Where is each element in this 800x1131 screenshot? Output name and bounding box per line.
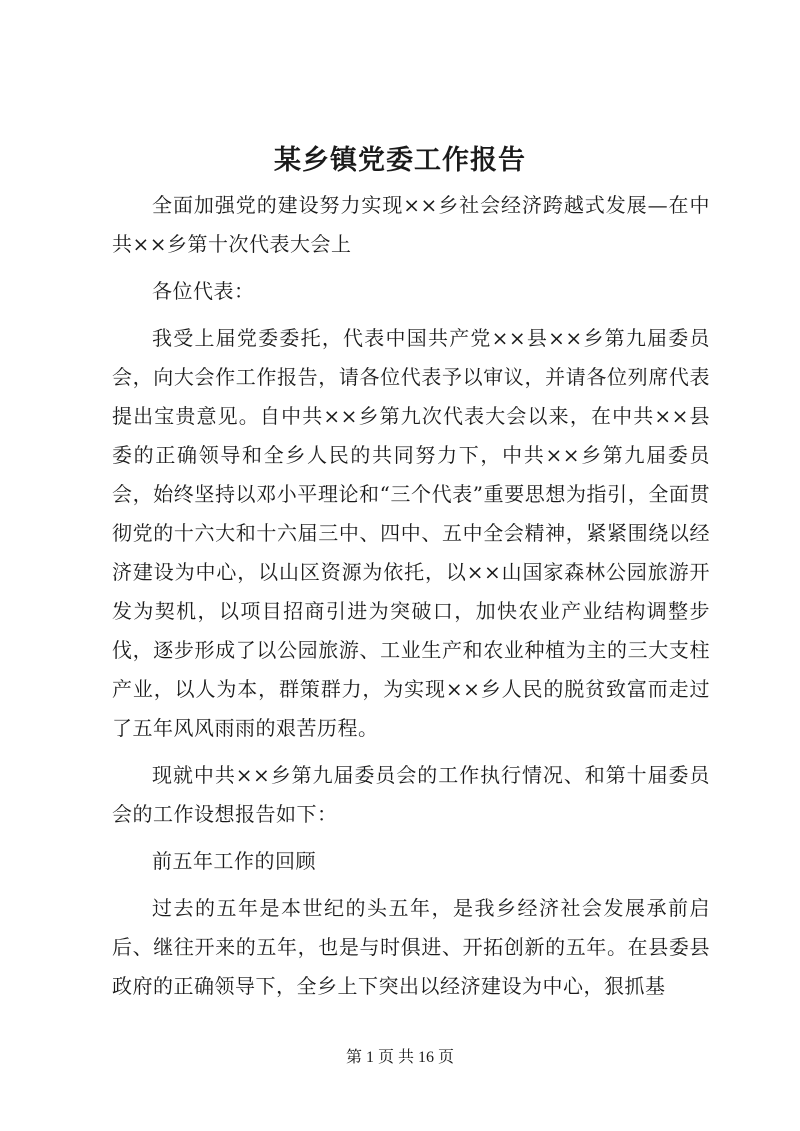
document-body — [112, 186, 710, 1006]
subtitle-paragraph: 全面加强党的建设努力实现××乡社会经济跨越式发展—在中共××乡第十次代表大会上 — [112, 193, 710, 256]
page-number-footer: 第 1 页 共 16 页 — [345, 1049, 454, 1066]
section-heading: 前五年工作的回顾 — [152, 849, 316, 873]
document-title: 某乡镇党委工作报告 — [274, 145, 526, 176]
body-paragraph: 我受上届党委委托，代表中国共产党××县××乡第九届委员会，向大会作工作报告，请各位代表予以审议，并请各位列席代表提出宝贵意见。自中共××乡第九次代表大会以来，在中共××县委的正确领导和全乡人民的共同努力下，中共××乡第九届委员会，始终坚持以邓小平理论和“三个代表”重要思想为指引，全面贯彻党的十六大和十六届三中、四中、五中全会精神，紧紧围绕以经济建设为中心，以山区资源为依托，以××山国家森林公园旅游开发为契机，以项目招商引进为突破口，加快农业产业结构调整步伐，逐步形成了以公园旅游、工业生产和农业种植为主的三大支柱产业，以人为本，群策群力，为实现××乡人民的脱贫致富而走过了五年风风雨雨的艰苦历程。 — [112, 326, 710, 740]
salutation-paragraph: 各位代表： — [152, 279, 255, 303]
body-paragraph: 过去的五年是本世纪的头五年，是我乡经济社会发展承前启后、继往开来的五年，也是与时俱进、开拓创新的五年。在县委县政府的正确领导下，全乡上下突出以经济建设为中心，狠抓基 — [112, 896, 710, 998]
body-paragraph: 现就中共××乡第九届委员会的工作执行情况、和第十届委员会的工作设想报告如下： — [112, 763, 710, 826]
